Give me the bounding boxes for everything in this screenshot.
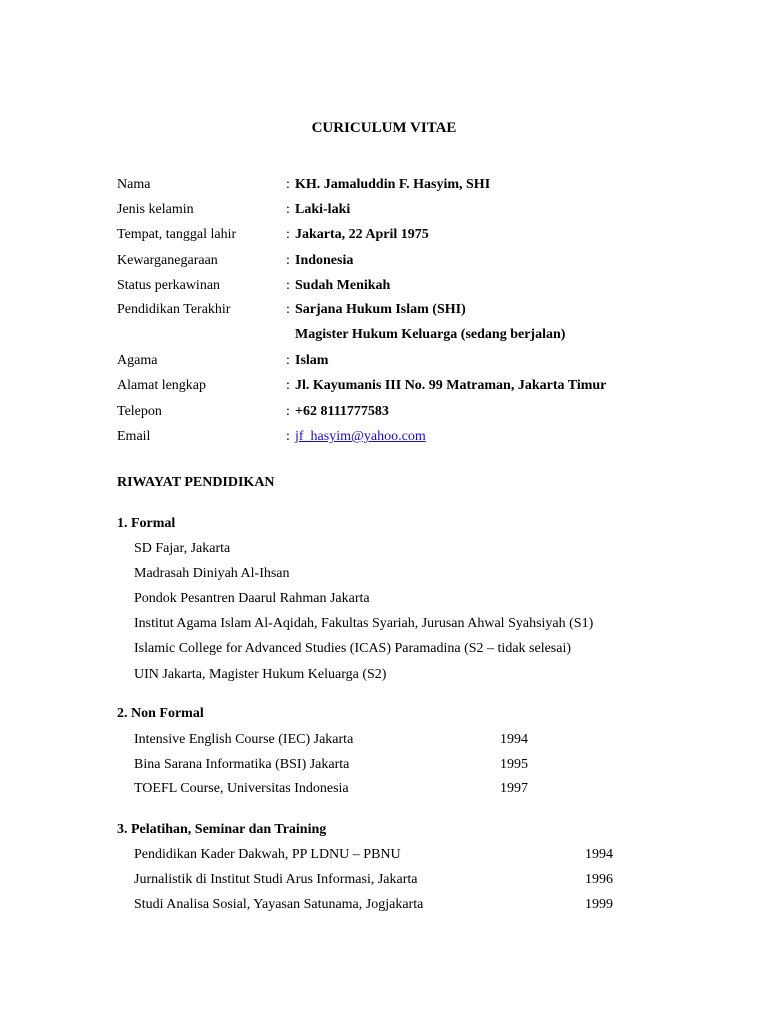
info-row-ttl xyxy=(117,225,677,245)
subsection-heading-pelatihan: 3. Pelatihan, Seminar dan Training xyxy=(117,822,327,837)
info-value xyxy=(295,427,426,447)
info-value: Islam xyxy=(295,353,329,368)
info-separator: : xyxy=(286,378,290,393)
formal-item: Institut Agama Islam Al-Aqidah, Fakultas Syariah, Jurusan Ahwal Syahsiyah (S1) xyxy=(134,616,594,631)
pelatihan-item: Studi Analisa Sosial, Yayasan Satunama, Jogjakarta xyxy=(134,897,424,912)
info-row-telepon xyxy=(117,402,677,422)
non-formal-item: Bina Sarana Informatika (BSI) Jakarta xyxy=(134,757,350,772)
info-value: Jl. Kayumanis III No. 99 Matraman, Jakarta Timur xyxy=(295,378,607,393)
formal-item: Islamic College for Advanced Studies (ICAS) Paramadina (S2 – tidak selesai) xyxy=(134,641,572,656)
formal-item: UIN Jakarta, Magister Hukum Keluarga (S2) xyxy=(134,667,387,682)
info-value: Sarjana Hukum Islam (SHI) xyxy=(295,302,466,317)
info-label: Status perkawinan xyxy=(117,278,221,293)
info-row-jenis-kelamin xyxy=(117,200,677,220)
non-formal-item: TOEFL Course, Universitas Indonesia xyxy=(134,781,349,796)
info-separator: : xyxy=(286,429,290,444)
info-separator: : xyxy=(286,202,290,217)
info-separator: : xyxy=(286,353,290,368)
info-separator: : xyxy=(286,278,290,293)
info-value: Indonesia xyxy=(295,253,354,268)
info-value: Magister Hukum Keluarga (sedang berjalan) xyxy=(295,327,566,342)
info-label: Nama xyxy=(117,177,151,192)
info-row-email xyxy=(117,427,677,447)
pelatihan-item: Jurnalistik di Institut Studi Arus Informasi, Jakarta xyxy=(134,872,418,887)
info-label: Alamat lengkap xyxy=(117,378,207,393)
info-row-kewarganegaraan xyxy=(117,251,677,271)
pelatihan-year: 1999 xyxy=(585,897,613,912)
info-row-agama xyxy=(117,351,677,371)
document-title: CURICULUM VITAE xyxy=(311,120,457,136)
formal-item: Pondok Pesantren Daarul Rahman Jakarta xyxy=(134,591,370,606)
info-label: Agama xyxy=(117,353,158,368)
info-separator: : xyxy=(286,302,290,317)
info-label: Jenis kelamin xyxy=(117,202,194,217)
info-row-pendidikan-2 xyxy=(117,325,677,345)
info-label: Tempat, tanggal lahir xyxy=(117,227,237,242)
info-value: Sudah Menikah xyxy=(295,278,391,293)
pelatihan-item: Pendidikan Kader Dakwah, PP LDNU – PBNU xyxy=(134,847,401,862)
section-heading-riwayat: RIWAYAT PENDIDIKAN xyxy=(117,475,275,490)
info-label: Telepon xyxy=(117,404,162,419)
subsection-heading-non-formal: 2. Non Formal xyxy=(117,706,204,721)
info-value: KH. Jamaluddin F. Hasyim, SHI xyxy=(295,177,491,192)
non-formal-year: 1997 xyxy=(500,781,528,796)
subsection-heading-formal: 1. Formal xyxy=(117,516,176,531)
info-row-status xyxy=(117,276,677,296)
info-row-pendidikan xyxy=(117,300,677,320)
email-link[interactable]: jf_hasyim@yahoo.com xyxy=(295,429,426,444)
info-label: Pendidikan Terakhir xyxy=(117,302,231,317)
info-separator: : xyxy=(286,227,290,242)
formal-item: Madrasah Diniyah Al-Ihsan xyxy=(134,566,290,581)
info-label: Kewarganegaraan xyxy=(117,253,218,268)
info-separator: : xyxy=(286,404,290,419)
non-formal-item: Intensive English Course (IEC) Jakarta xyxy=(134,732,354,747)
info-row-nama xyxy=(117,175,677,195)
info-value: Jakarta, 22 April 1975 xyxy=(295,227,429,242)
info-separator: : xyxy=(286,177,290,192)
pelatihan-year: 1994 xyxy=(585,847,613,862)
pelatihan-year: 1996 xyxy=(585,872,613,887)
formal-item: SD Fajar, Jakarta xyxy=(134,541,231,556)
info-row-alamat xyxy=(117,376,677,396)
info-label: Email xyxy=(117,429,151,444)
info-value: +62 8111777583 xyxy=(295,404,389,419)
non-formal-year: 1994 xyxy=(500,732,528,747)
non-formal-year: 1995 xyxy=(500,757,528,772)
info-separator: : xyxy=(286,253,290,268)
info-value: Laki-laki xyxy=(295,202,351,217)
